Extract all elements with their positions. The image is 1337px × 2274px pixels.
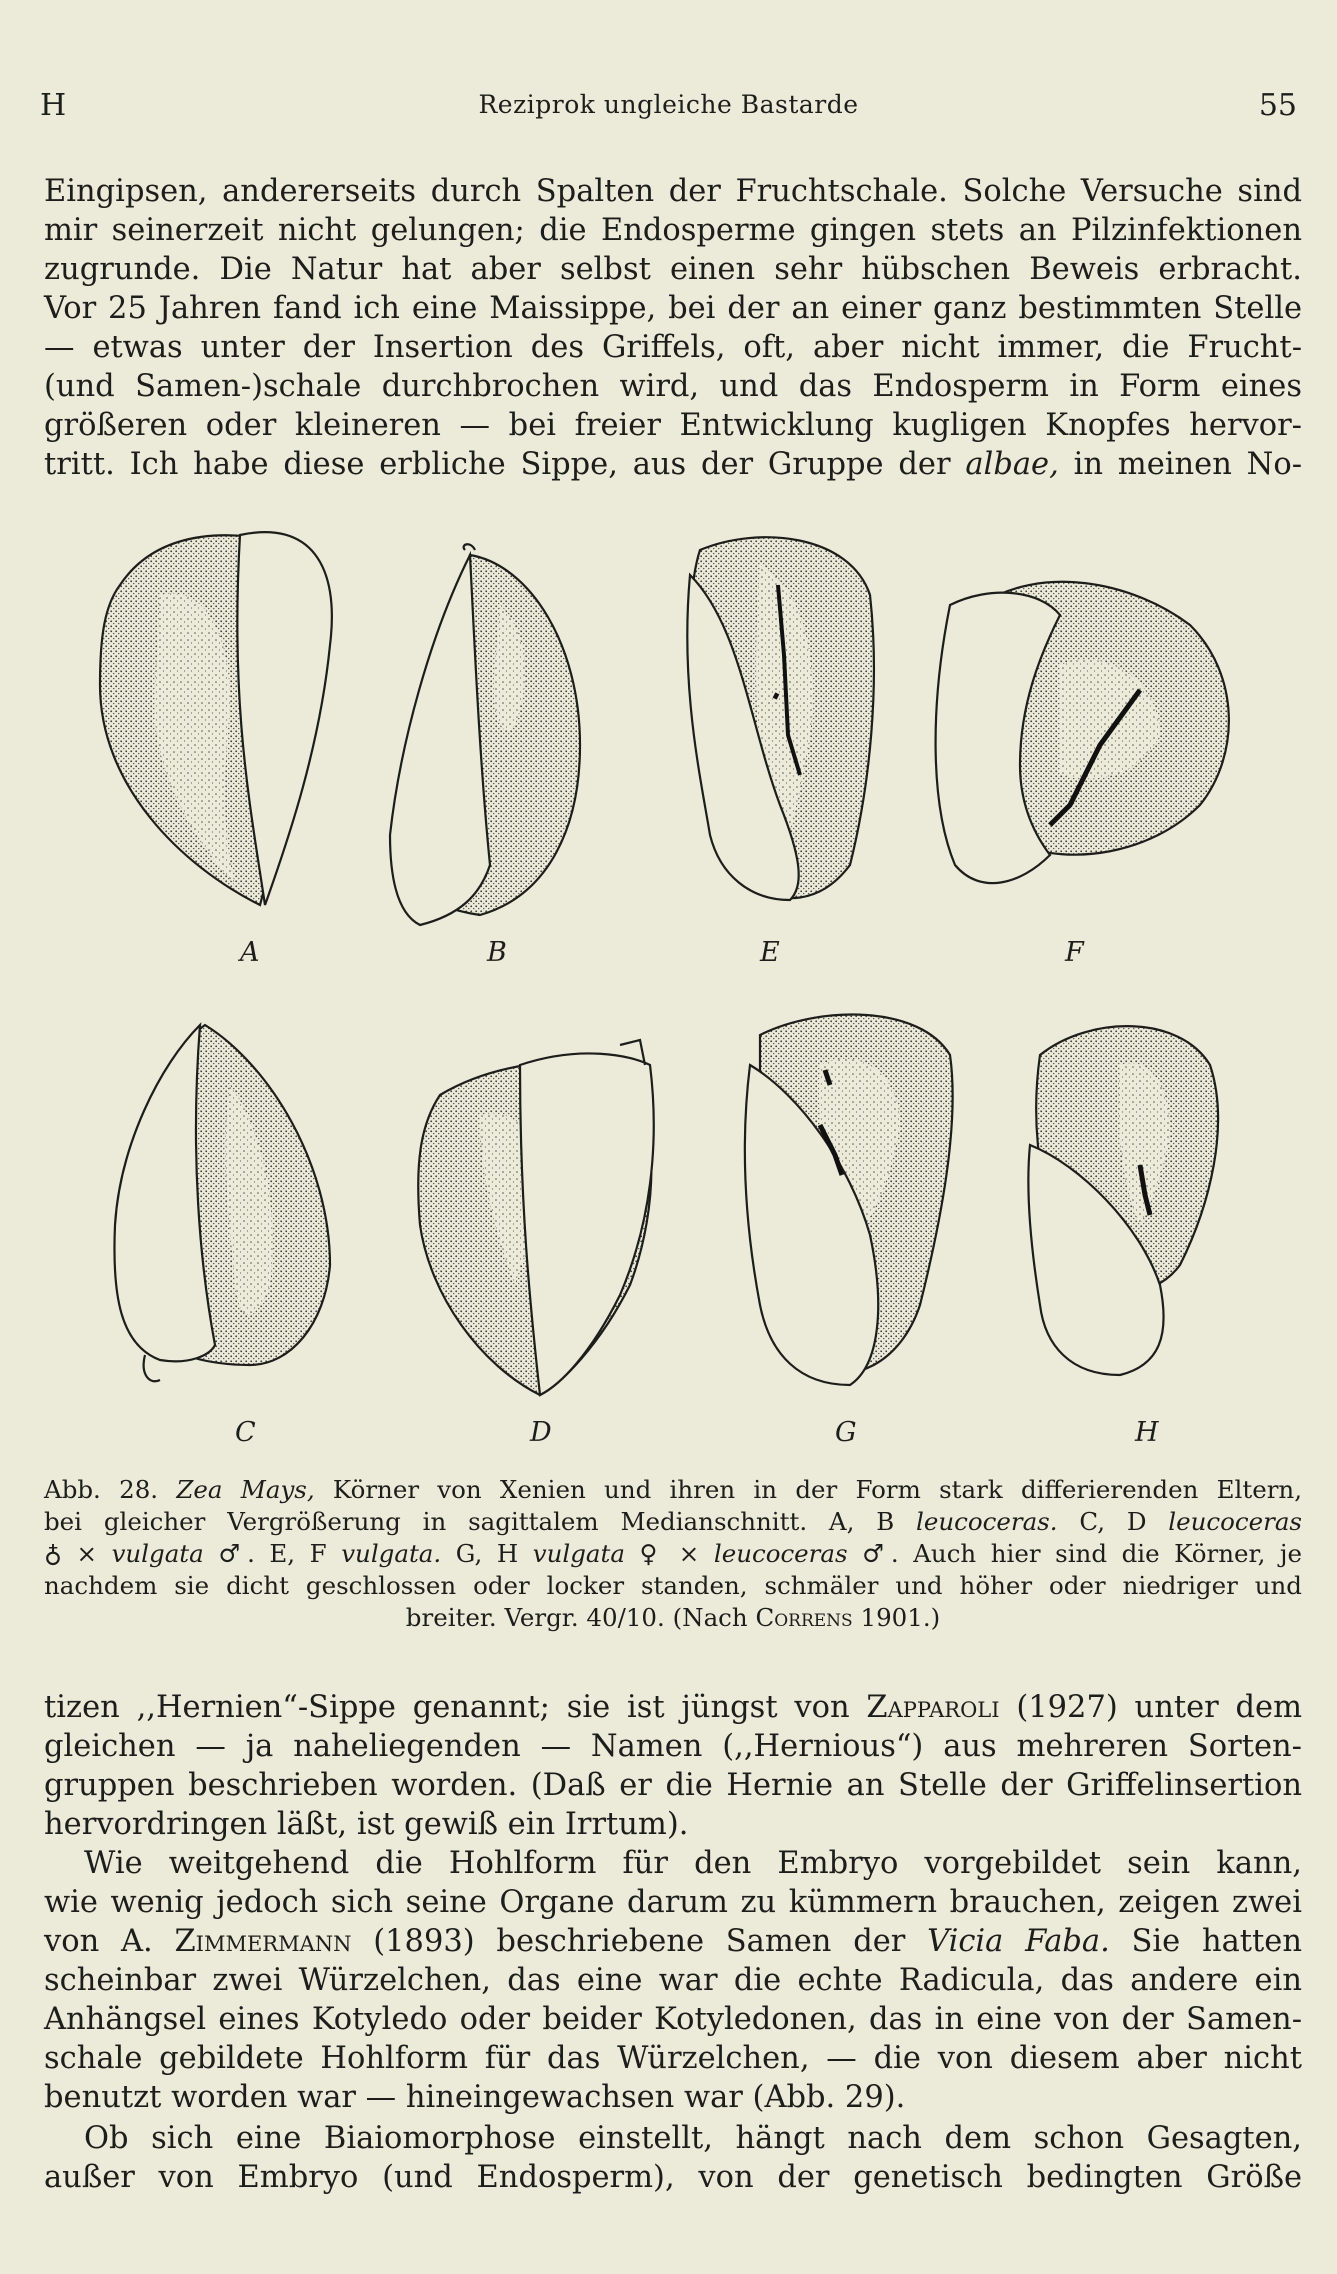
figure-label-D: D bbox=[530, 1417, 552, 1448]
text-run: C, D bbox=[1057, 1507, 1169, 1536]
text-line: (und Samen-)schale durchbrochen wird, und das Endosperm in Form eines bbox=[44, 369, 1302, 404]
text-run: breiter. Vergr. 40/10. (Nach bbox=[405, 1603, 756, 1632]
text-run: Abb. 28. bbox=[44, 1475, 177, 1504]
figure-label-A: A bbox=[240, 937, 260, 968]
text-run: (1893) beschriebene Samen der bbox=[351, 1924, 928, 1959]
kernel-D-drawing bbox=[418, 1040, 654, 1395]
text-run: 1901.) bbox=[852, 1603, 941, 1632]
kernel-A-drawing bbox=[100, 532, 332, 905]
text-line: scheinbar zwei Würzelchen, das eine war die echte Radicula, das andere ein bbox=[44, 1963, 1302, 1998]
author-name: Zapparoli bbox=[866, 1690, 1000, 1725]
text-line: gruppen beschrieben worden. (Daß er die Hernie an Stelle der Griffelinsertion bbox=[44, 1768, 1302, 1803]
figure-label-B: B bbox=[487, 937, 507, 968]
figure-label-G: G bbox=[835, 1417, 857, 1448]
italic-term: leucoceras bbox=[713, 1539, 848, 1568]
text-run: tritt. Ich habe diese erbliche Sippe, aus der Gruppe der bbox=[44, 447, 966, 482]
text-run: G, H bbox=[441, 1539, 533, 1568]
caption-line bbox=[44, 1474, 1302, 1506]
text-line: außer von Embryo (und Endosperm), von der genetisch bedingten Größe bbox=[44, 2160, 1302, 2195]
text-line: Anhängsel eines Kotyledo oder beider Kotyledonen, das in eine von der Samen- bbox=[44, 2002, 1302, 2037]
italic-term: Zea Mays, bbox=[176, 1475, 315, 1504]
italic-term: vulgata bbox=[111, 1539, 204, 1568]
text-line: zugrunde. Die Natur hat aber selbst einen sehr hübschen Beweis erbracht. bbox=[44, 252, 1302, 287]
italic-term: leucoceras bbox=[1168, 1507, 1302, 1536]
text-line: wie wenig jedoch sich seine Organe darum zu kümmern brauchen, zeigen zwei bbox=[44, 1885, 1302, 1920]
caption-line: nachdem sie dicht geschlossen oder locker standen, schmäler und höher oder niedriger und bbox=[44, 1571, 1302, 1600]
text-run: (1927) unter dem bbox=[999, 1690, 1303, 1725]
italic-term: Vicia Faba. bbox=[927, 1924, 1110, 1959]
figure-label-H: H bbox=[1135, 1417, 1159, 1448]
text-run: tizen ,,Hernien“-Sippe genannt; sie ist jüngst von bbox=[44, 1690, 867, 1725]
running-head bbox=[40, 88, 1297, 128]
caption-line bbox=[44, 1538, 1302, 1570]
text-line: Eingipsen, andererseits durch Spalten der Fruchtschale. Solche Versuche sind bbox=[44, 174, 1302, 209]
text-line: benutzt worden war — hineingewachsen war (Abb. 29). bbox=[44, 2080, 906, 2115]
text-line: — etwas unter der Insertion des Griffels, oft, aber nicht immer, die Frucht- bbox=[44, 330, 1302, 365]
text-run: ♂. E, F bbox=[203, 1539, 342, 1568]
italic-term: vulgata. bbox=[341, 1539, 442, 1568]
text-line bbox=[44, 1688, 1302, 1727]
page-number: 55 bbox=[1258, 88, 1297, 123]
text-line: größeren oder kleineren — bei freier Entwicklung kugligen Knopfes hervor- bbox=[44, 408, 1302, 443]
text-line: Ob sich eine Biaiomorphose einstellt, hängt nach dem schon Gesagten, bbox=[84, 2121, 1302, 2156]
caption-line bbox=[44, 1602, 1302, 1634]
text-line: gleichen — ja naheliegenden — Namen (,,Hernious“) aus mehreren Sorten- bbox=[44, 1729, 1302, 1764]
kernel-E-drawing bbox=[687, 537, 874, 900]
kernel-G-drawing bbox=[745, 1015, 953, 1385]
author-name: Zimmermann bbox=[174, 1924, 352, 1959]
caption-line bbox=[44, 1506, 1302, 1538]
text-line bbox=[44, 1922, 1302, 1961]
section-letter: H bbox=[40, 88, 67, 123]
text-run: Sie hatten bbox=[1109, 1924, 1302, 1959]
kernel-F-drawing bbox=[936, 582, 1229, 883]
kernel-H-drawing bbox=[1028, 1026, 1218, 1375]
text-run: ♂. Auch hier sind die Körner, je bbox=[847, 1539, 1303, 1568]
text-run: von A. bbox=[44, 1924, 175, 1959]
text-run: Körner von Xenien und ihren in der Form stark differierenden Eltern, bbox=[314, 1475, 1302, 1504]
figure-label-E: E bbox=[760, 937, 780, 968]
italic-term: leucoceras. bbox=[916, 1507, 1058, 1536]
text-line: Wie weitgehend die Hohlform für den Embryo vorgebildet sein kann, bbox=[84, 1846, 1302, 1881]
figure-maize-kernels bbox=[60, 505, 1280, 1465]
text-line bbox=[44, 445, 1302, 484]
kernel-C-drawing bbox=[114, 1025, 330, 1381]
figure-label-C: C bbox=[235, 1417, 256, 1448]
figure-label-F: F bbox=[1065, 937, 1084, 968]
figure-caption bbox=[44, 1474, 1302, 1634]
paragraph-hohlform bbox=[44, 1844, 1302, 2117]
text-line: Vor 25 Jahren fand ich eine Maissippe, bei der an einer ganz bestimmten Stelle bbox=[44, 291, 1302, 326]
italic-term: albae, bbox=[965, 447, 1059, 482]
paragraph-hernien bbox=[44, 1688, 1302, 1844]
kernel-B-drawing bbox=[390, 544, 580, 925]
text-line: mir seinerzeit nicht gelungen; die Endosperme gingen stets an Pilzinfektionen bbox=[44, 213, 1302, 248]
text-run: ♀ × bbox=[624, 1539, 714, 1568]
running-title: Reziprok ungleiche Bastarde bbox=[478, 90, 859, 119]
text-run: in meinen No- bbox=[1058, 447, 1302, 482]
italic-term: vulgata bbox=[532, 1539, 625, 1568]
kernel-drawings bbox=[60, 505, 1280, 1465]
text-line: hervordringen läßt, ist gewiß ein Irrtum). bbox=[44, 1807, 689, 1842]
text-run: bei gleicher Vergrößerung in sagittalem Medianschnitt. A, B bbox=[44, 1507, 917, 1536]
paragraph-top bbox=[44, 172, 1302, 484]
text-run: ♁ × bbox=[44, 1539, 112, 1568]
text-line: schale gebildete Hohlform für das Würzelchen, — die von diesem aber nicht bbox=[44, 2041, 1302, 2076]
paragraph-biaiomorphose bbox=[44, 2119, 1302, 2197]
author-name: Correns bbox=[755, 1603, 853, 1632]
